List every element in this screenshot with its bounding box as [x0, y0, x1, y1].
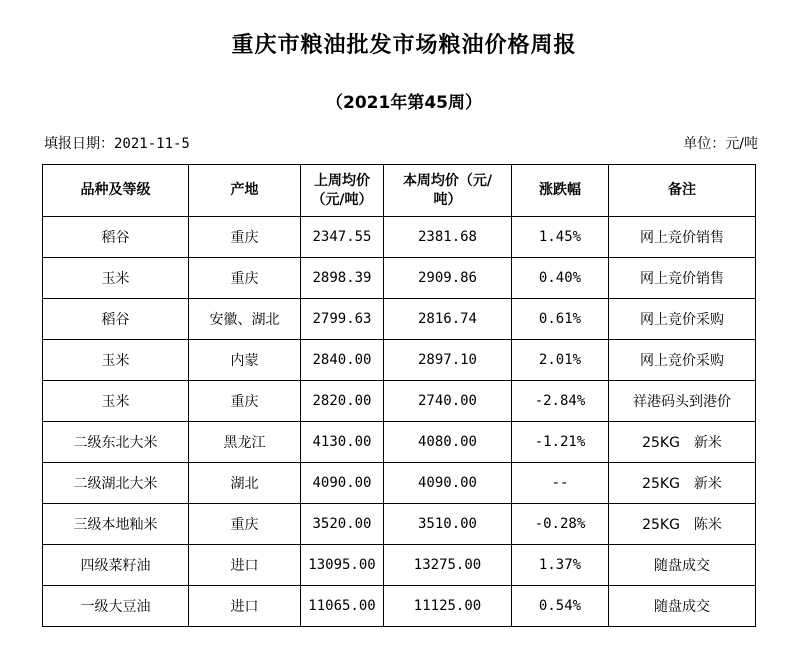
cell-remark: 网上竞价销售: [609, 258, 756, 299]
header-this-week: [384, 165, 512, 217]
cell-variety: 三级本地籼米: [43, 504, 189, 545]
cell-origin: 内蒙: [189, 340, 301, 381]
cell-variety: 二级湖北大米: [43, 463, 189, 504]
table-row: [43, 545, 756, 586]
cell-origin: 重庆: [189, 258, 301, 299]
cell-remark: 网上竞价采购: [609, 299, 756, 340]
header-change: 涨跌幅: [512, 165, 609, 217]
cell-this-week: 2381.68: [384, 217, 512, 258]
table-header: [43, 165, 756, 217]
table-row: [43, 340, 756, 381]
cell-variety: 玉米: [43, 340, 189, 381]
cell-origin: 进口: [189, 586, 301, 627]
cell-last-week: 13095.00: [301, 545, 384, 586]
cell-this-week: 13275.00: [384, 545, 512, 586]
cell-change: -2.84%: [512, 381, 609, 422]
table-row: [43, 463, 756, 504]
cell-origin: 重庆: [189, 381, 301, 422]
cell-this-week: 3510.00: [384, 504, 512, 545]
cell-this-week: 2909.86: [384, 258, 512, 299]
cell-this-week: 11125.00: [384, 586, 512, 627]
cell-this-week: 4090.00: [384, 463, 512, 504]
cell-origin: 进口: [189, 545, 301, 586]
table-row: [43, 586, 756, 627]
cell-origin: 黑龙江: [189, 422, 301, 463]
unit-label: 单位：元/吨: [683, 136, 758, 152]
cell-origin: 重庆: [189, 217, 301, 258]
fill-date: 填报日期：2021-11-5: [44, 136, 190, 152]
cell-last-week: 2820.00: [301, 381, 384, 422]
table-row: [43, 258, 756, 299]
cell-remark: 随盘成交: [609, 545, 756, 586]
header-this-week-line1: 本周均价（元/: [402, 172, 493, 189]
report-subtitle: （2021年第45周）: [326, 93, 482, 113]
cell-variety: 四级菜籽油: [43, 545, 189, 586]
cell-remark: 网上竞价销售: [609, 217, 756, 258]
report-title: 重庆市粮油批发市场粮油价格周报: [231, 33, 577, 58]
cell-origin: 重庆: [189, 504, 301, 545]
cell-variety: 一级大豆油: [43, 586, 189, 627]
cell-this-week: 4080.00: [384, 422, 512, 463]
header-row: [43, 165, 756, 217]
cell-this-week: 2740.00: [384, 381, 512, 422]
table-body: [43, 217, 756, 627]
cell-change: --: [512, 463, 609, 504]
cell-remark: 25KG 新米: [609, 463, 756, 504]
cell-origin: 湖北: [189, 463, 301, 504]
cell-change: 1.45%: [512, 217, 609, 258]
cell-remark: 25KG 新米: [609, 422, 756, 463]
header-last-week-line1: 上周均价: [314, 172, 370, 189]
cell-last-week: 2898.39: [301, 258, 384, 299]
cell-change: 2.01%: [512, 340, 609, 381]
cell-change: -0.28%: [512, 504, 609, 545]
price-table: [42, 164, 756, 627]
cell-variety: 玉米: [43, 258, 189, 299]
cell-variety: 稻谷: [43, 299, 189, 340]
table-row: [43, 299, 756, 340]
table-row: [43, 381, 756, 422]
cell-remark: 网上竞价采购: [609, 340, 756, 381]
header-last-week: [301, 165, 384, 217]
table-row: [43, 422, 756, 463]
cell-remark: 25KG 陈米: [609, 504, 756, 545]
cell-change: -1.21%: [512, 422, 609, 463]
cell-this-week: 2897.10: [384, 340, 512, 381]
table-row: [43, 217, 756, 258]
header-variety: 品种及等级: [43, 165, 189, 217]
cell-last-week: 11065.00: [301, 586, 384, 627]
cell-variety: 二级东北大米: [43, 422, 189, 463]
cell-remark: 随盘成交: [609, 586, 756, 627]
header-remark: 备注: [609, 165, 756, 217]
cell-variety: 稻谷: [43, 217, 189, 258]
cell-change: 0.40%: [512, 258, 609, 299]
cell-change: 0.61%: [512, 299, 609, 340]
cell-remark: 祥港码头到港价: [609, 381, 756, 422]
header-this-week-line2: 吨）: [433, 191, 462, 208]
header-origin: 产地: [189, 165, 301, 217]
table-row: [43, 504, 756, 545]
cell-change: 1.37%: [512, 545, 609, 586]
cell-last-week: 3520.00: [301, 504, 384, 545]
cell-this-week: 2816.74: [384, 299, 512, 340]
cell-origin: 安徽、湖北: [189, 299, 301, 340]
cell-change: 0.54%: [512, 586, 609, 627]
header-last-week-line2: （元/吨）: [311, 191, 373, 208]
cell-last-week: 4130.00: [301, 422, 384, 463]
cell-last-week: 2840.00: [301, 340, 384, 381]
cell-last-week: 2347.55: [301, 217, 384, 258]
cell-last-week: 4090.00: [301, 463, 384, 504]
cell-variety: 玉米: [43, 381, 189, 422]
cell-last-week: 2799.63: [301, 299, 384, 340]
